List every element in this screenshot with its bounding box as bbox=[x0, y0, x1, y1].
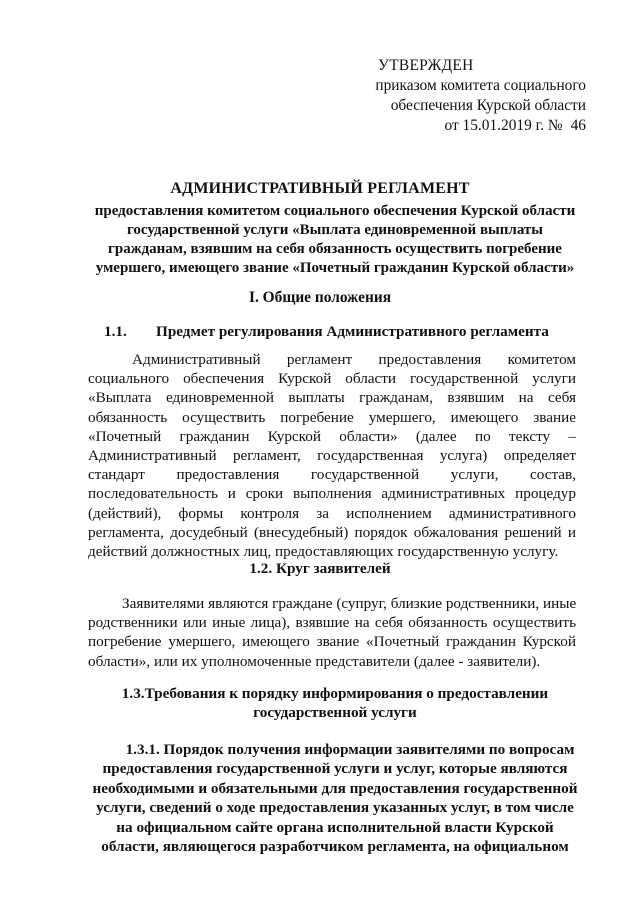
approval-line: приказом комитета социального bbox=[375, 77, 586, 94]
document-title: АДМИНИСТРАТИВНЫЙ РЕГЛАМЕНТ bbox=[170, 180, 470, 197]
approval-stamp bbox=[306, 56, 586, 136]
approved-label: УТВЕРЖДЕН bbox=[378, 57, 474, 74]
paragraph-line: погребение умершего, имеющего звание «Почетный гражданин Курской bbox=[88, 633, 576, 651]
subsection-1-3-heading bbox=[90, 684, 580, 723]
approval-line: обеспечения Курской области bbox=[390, 97, 586, 114]
paragraph-line: Заявителями являются граждане (супруг, близкие родственники, иные bbox=[122, 595, 577, 612]
order-prefix: от 15.01.2019 г. № bbox=[444, 117, 563, 134]
paragraph-line: действий должностных лиц, предоставляющих государственную услугу. bbox=[88, 543, 559, 561]
document-subtitle bbox=[90, 202, 580, 278]
approval-order bbox=[306, 116, 586, 136]
paragraph-1-2 bbox=[88, 594, 576, 671]
heading-line: 1.3.Требования к порядку информирования о предоставлении bbox=[121, 685, 549, 702]
paragraph-line: Административный регламент, государственная услуга) определяет bbox=[88, 447, 576, 465]
subsection-1-3-1 bbox=[90, 740, 580, 856]
order-number: 46 bbox=[570, 117, 586, 134]
subsection-1-1-number: 1.1. bbox=[104, 323, 127, 340]
heading-line: услуги, сведений о ходе предоставления указанных услуг, в том числе bbox=[96, 799, 574, 817]
heading-line: предоставления государственной услуги и услуг, которые являются bbox=[102, 760, 568, 778]
subtitle-line: государственной услуги «Выплата единовременной выплаты bbox=[126, 222, 544, 238]
subsection-1-1-title: Предмет регулирования Административного регламента bbox=[156, 323, 549, 340]
subtitle-line: предоставления комитетом социального обеспечения Курской области bbox=[94, 203, 576, 219]
heading-line: 1.3.1. Порядок получения информации заявителями по вопросам bbox=[125, 741, 575, 758]
subtitle-line: умершего, имеющего звание «Почетный гражданин Курской области» bbox=[95, 260, 575, 276]
paragraph-1-1 bbox=[88, 350, 576, 561]
paragraph-line: стандарт предоставления государственной услуги, состав, bbox=[88, 466, 576, 484]
paragraph-line: (действий), формы контроля за исполнением административного bbox=[88, 504, 576, 522]
paragraph-line: родственники или иные лица), взявшие на себя обязанность осуществить bbox=[88, 614, 576, 632]
subtitle-line: гражданам, взявшим на себя обязанность осуществить погребение bbox=[108, 241, 562, 257]
section-heading: I. Общие положения bbox=[248, 289, 392, 306]
paragraph-line: «Выплата единовременной выплаты гражданам, взявшим на себя bbox=[88, 389, 576, 407]
paragraph-line: последовательность и сроки выполнения административных процедур bbox=[88, 485, 576, 503]
paragraph-line: регламента, досудебный (внесудебный) порядок обжалования решений и bbox=[88, 523, 576, 541]
paragraph-line: социального обеспечения Курской области государственной услуги bbox=[88, 370, 576, 388]
paragraph-line: обязанность осуществить погребение умершего, имеющего звание bbox=[88, 408, 576, 426]
heading-line: государственной услуги bbox=[253, 704, 417, 722]
heading-line: на официальном сайте органа исполнительной власти Курской bbox=[116, 818, 554, 836]
heading-line: области, являющегося разработчиком регламента, на официальном bbox=[101, 838, 569, 856]
paragraph-line: Административный регламент предоставления комитетом bbox=[132, 351, 576, 368]
subsection-1-2-heading: 1.2. Круг заявителей bbox=[249, 560, 391, 577]
paragraph-line: области», или их уполномоченные представители (далее - заявители). bbox=[88, 652, 541, 670]
heading-line: необходимыми и обязательными для предоставления государственной bbox=[92, 779, 578, 797]
paragraph-line: «Почетный гражданин Курской области» (далее по тексту – bbox=[88, 427, 576, 445]
